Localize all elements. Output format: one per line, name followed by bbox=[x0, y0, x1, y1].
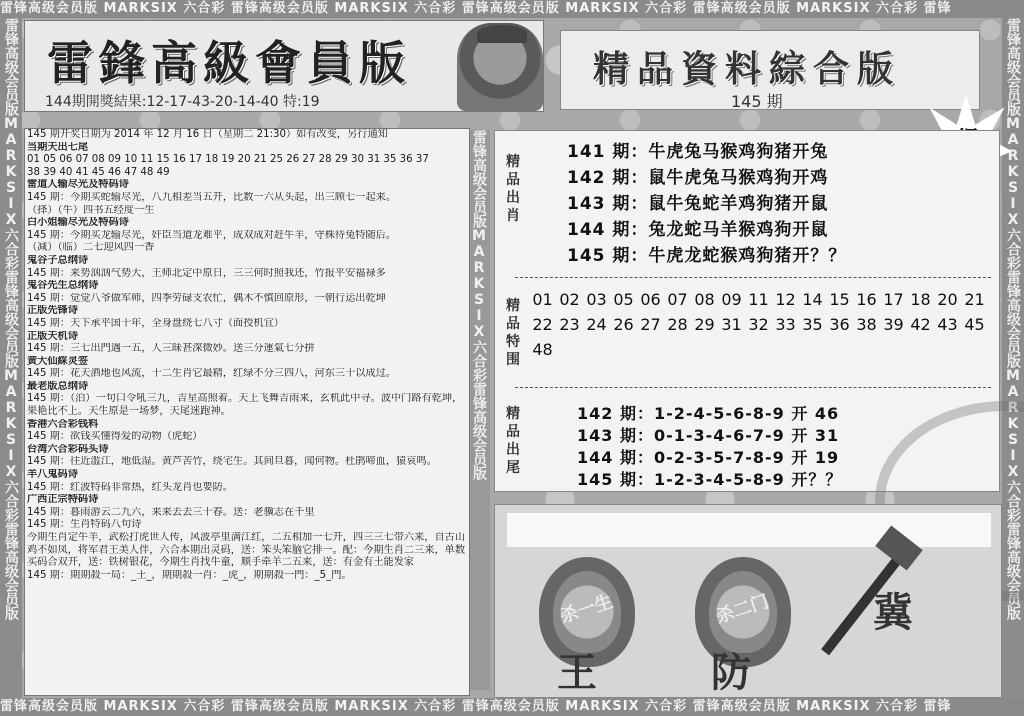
number-cell: 31 bbox=[721, 315, 742, 334]
poem-line: 38 39 40 41 45 46 47 48 49 bbox=[27, 166, 170, 178]
number-cell: 03 bbox=[586, 290, 607, 309]
poem-heading: 正版天机诗 bbox=[27, 330, 78, 342]
poem-heading: 白小姐输尽光及特码诗 bbox=[27, 217, 129, 229]
prediction-panel bbox=[494, 130, 1000, 492]
emblem-char: 防 bbox=[711, 649, 751, 696]
number-cell: 18 bbox=[910, 290, 931, 309]
poem-line: 145 期开奖日期为 2014 年 12 月 16 日（星期二 21:30）如有改变，另行通知 bbox=[27, 129, 388, 140]
poem-heading: 台湾六合彩码头诗 bbox=[27, 443, 109, 455]
poem-line: 145 期：（泊）一句口令吼三九，吉星高照着。天上飞舞吉雨来，玄机此中寻。波中门路有乾坤，果艳比不上。天生原是一场梦，天尾迷跑神。 bbox=[27, 393, 463, 418]
bottom-banner: 雷锋高级会员版 MARKSIX 六合彩 雷锋高级会员版 MARKSIX 六合彩 雷锋高级会员版 MARKSIX 六合彩 雷锋高级会员版 MARKSIX 六合彩 雷锋 bbox=[0, 698, 1024, 716]
poem-heading: 雷道人输尽光及特码诗 bbox=[27, 179, 129, 191]
number-label: 精品特围 bbox=[506, 298, 520, 368]
poem-line: 145 期：生肖特码八句诗 bbox=[27, 519, 142, 531]
issue-label: 145 期 bbox=[731, 92, 783, 111]
number-cell: 05 bbox=[613, 290, 634, 309]
number-cell: 32 bbox=[748, 315, 769, 334]
poem-line: 145 期：今期买龙输尽光，奸臣当道龙难平，成双成对赶牛羊，守株待兔特随后。 bbox=[27, 229, 397, 241]
top-banner: 雷锋高级会员版 MARKSIX 六合彩 雷锋高级会员版 MARKSIX 六合彩 雷锋高级会员版 MARKSIX 六合彩 雷锋高级会员版 MARKSIX 六合彩 雷锋 bbox=[0, 0, 1024, 18]
number-cell: 38 bbox=[856, 315, 877, 334]
poem-line: 145 期：暮雨游云二九六，来来去去三十春。送：老骥志在千里 bbox=[27, 506, 315, 518]
tail-row: 142 期：1-2-4-5-6-8-9 开 46 bbox=[577, 404, 840, 423]
poem-column bbox=[24, 128, 470, 696]
poem-heading: 羊八鬼码诗 bbox=[27, 469, 78, 481]
sub-header bbox=[560, 30, 980, 110]
poem-heading: 鬼谷先生总纲诗 bbox=[27, 280, 99, 292]
number-cell: 17 bbox=[883, 290, 904, 309]
portrait-cap bbox=[477, 25, 527, 43]
number-cell: 22 bbox=[532, 315, 553, 334]
number-cell: 39 bbox=[883, 315, 904, 334]
emblem-panel bbox=[494, 504, 1002, 698]
poem-line: 145 期：今期买蛇输尽光，八九相差当五开，比数一六从头起，出三顾七一起来。 bbox=[27, 191, 397, 203]
poem-heading: 广西正宗特码诗 bbox=[27, 494, 99, 506]
zodiac-row: 142 期：鼠牛虎兔马猴鸡狗开鸡 bbox=[567, 168, 829, 188]
number-cell: 09 bbox=[721, 290, 742, 309]
emblem-char: 冀 bbox=[873, 589, 913, 636]
number-cell: 08 bbox=[694, 290, 715, 309]
number-cell: 06 bbox=[640, 290, 661, 309]
emblem-char: 王 bbox=[557, 649, 597, 696]
number-cell: 35 bbox=[802, 315, 823, 334]
number-cell: 14 bbox=[802, 290, 823, 309]
poem-line: 145 期：觉觉八爷做军师，四季劳碌支农忙，偶木不慎回原形，一朝行运出乾坤 bbox=[27, 292, 386, 304]
poem-line: 145 期：来势汹汹气势大，王师北定中原日，三三何时照我还，竹报平安福禄多 bbox=[27, 267, 386, 279]
main-header bbox=[24, 20, 544, 112]
poem-line: 145 期：期期殺一局：_土_，期期殺一肖：_虎_，期期殺一門：_5_門。 bbox=[27, 569, 352, 581]
number-cell: 43 bbox=[937, 315, 958, 334]
zodiac-label: 精品出肖 bbox=[506, 154, 520, 224]
poem-line: 145 期：欲钱买懂得爱的动物（虎蛇） bbox=[27, 431, 203, 443]
tail-label: 精品出尾 bbox=[506, 406, 520, 476]
poem-line: （择）（牛）四书五经度一生 bbox=[27, 204, 155, 216]
poem-line: 今期生肖定牛羊，武松打虎世人传，风波亭里满江红，二五相加一七开，四三三七带六来，自古山鸡不如凤，将军君王美人伴，六合本期出灵码，送：笨头笨脑它排一。配：今期生肖二三来，单数买码合双开，送：铁树银花，今期生肖找牛童，顺手牵羊二五来，送：有金有土能发家 bbox=[27, 532, 466, 569]
number-cell: 23 bbox=[559, 315, 580, 334]
number-cell: 33 bbox=[775, 315, 796, 334]
poem-line: 01 05 06 07 08 09 10 11 15 16 17 18 19 20 21 25 26 27 28 29 30 31 35 36 37 bbox=[27, 154, 429, 166]
page-title: 雷鋒高級會員版 bbox=[47, 36, 411, 90]
tail-row: 145 期：1-2-3-4-5-8-9 开？？ bbox=[577, 470, 843, 489]
emblem-text: 杀一生 bbox=[557, 591, 616, 628]
poem-line: 145 期：往近滥江，地低湿。黄芦苦竹，绕宅生。其间旦暮，闻何物。杜鹃啼血，猿哀鸣。 bbox=[27, 456, 437, 468]
number-cell: 21 bbox=[964, 290, 985, 309]
zodiac-row: 143 期：鼠牛兔蛇羊鸡狗猪开鼠 bbox=[567, 194, 829, 214]
zodiac-row: 145 期：牛虎龙蛇猴鸡狗猪开？？ bbox=[567, 246, 847, 266]
number-cell: 48 bbox=[532, 340, 553, 359]
number-grid bbox=[529, 287, 999, 362]
emblem-text: 杀二门 bbox=[713, 591, 772, 628]
divider-line bbox=[515, 277, 991, 278]
number-cell: 28 bbox=[667, 315, 688, 334]
poem-line: （减）（临）二七迎风四一香 bbox=[27, 242, 155, 254]
poem-line: 145 期：花天酒地也风流，十二生肖它最精，红绿不分三四八，河东三十以成过。 bbox=[27, 368, 397, 380]
poem-heading: 鬼谷子总纲诗 bbox=[27, 254, 89, 266]
poem-heading: 最老版总纲诗 bbox=[27, 380, 89, 392]
right-side-banner: 雷锋高级会员版MARKSIX六合彩雷锋高级会员版MARKSIX六合彩雷锋高级会员版 bbox=[1002, 18, 1024, 698]
poem-line: 145 期：三七出門遇一五，人三昧甚深微妙。送三分運氣七分拼 bbox=[27, 343, 315, 355]
zodiac-row: 141 期：牛虎兔马猴鸡狗猪开兔 bbox=[567, 142, 829, 162]
divider-line bbox=[515, 387, 991, 388]
number-cell: 01 bbox=[532, 290, 553, 309]
poem-heading: 正版先锋诗 bbox=[27, 305, 78, 317]
number-cell: 20 bbox=[937, 290, 958, 309]
number-cell: 15 bbox=[829, 290, 850, 309]
blank-box bbox=[507, 513, 991, 547]
number-cell: 45 bbox=[964, 315, 985, 334]
number-cell: 29 bbox=[694, 315, 715, 334]
poem-line: 145 期：天下承平国十年，全身盘绕七八寸（面授机宜） bbox=[27, 317, 284, 329]
poem-line: 145 期：红波特码非常热，红头龙肖也要防。 bbox=[27, 481, 234, 493]
poem-heading: 香港六合彩钱料 bbox=[27, 418, 99, 430]
previous-result: 144期開獎結果:12-17-43-20-14-40 特:19 bbox=[45, 94, 320, 110]
tail-row: 144 期：0-2-3-5-7-8-9 开 19 bbox=[577, 448, 840, 467]
sub-title: 精品資料綜合版 bbox=[593, 48, 902, 90]
number-cell: 07 bbox=[667, 290, 688, 309]
number-cell: 02 bbox=[559, 290, 580, 309]
number-cell: 42 bbox=[910, 315, 931, 334]
number-cell: 11 bbox=[748, 290, 769, 309]
tail-row: 143 期：0-1-3-4-6-7-9 开 31 bbox=[577, 426, 840, 445]
number-cell: 16 bbox=[856, 290, 877, 309]
middle-side-banner: 雷锋高级会员版MARKSIX六合彩雷锋高级会员版 bbox=[470, 130, 490, 690]
poem-heading: 黄大仙綵灵签 bbox=[27, 355, 89, 367]
number-cell: 12 bbox=[775, 290, 796, 309]
number-cell: 24 bbox=[586, 315, 607, 334]
number-cell: 27 bbox=[640, 315, 661, 334]
number-cell: 36 bbox=[829, 315, 850, 334]
poem-heading: 当期天出七尾 bbox=[27, 141, 89, 153]
zodiac-row: 144 期：兔龙蛇马羊猴鸡狗开鼠 bbox=[567, 220, 829, 240]
number-cell: 26 bbox=[613, 315, 634, 334]
left-side-banner: 雷锋高级会员版MARKSIX六合彩雷锋高级会员版MARKSIX六合彩雷锋高级会员版 bbox=[0, 18, 22, 698]
